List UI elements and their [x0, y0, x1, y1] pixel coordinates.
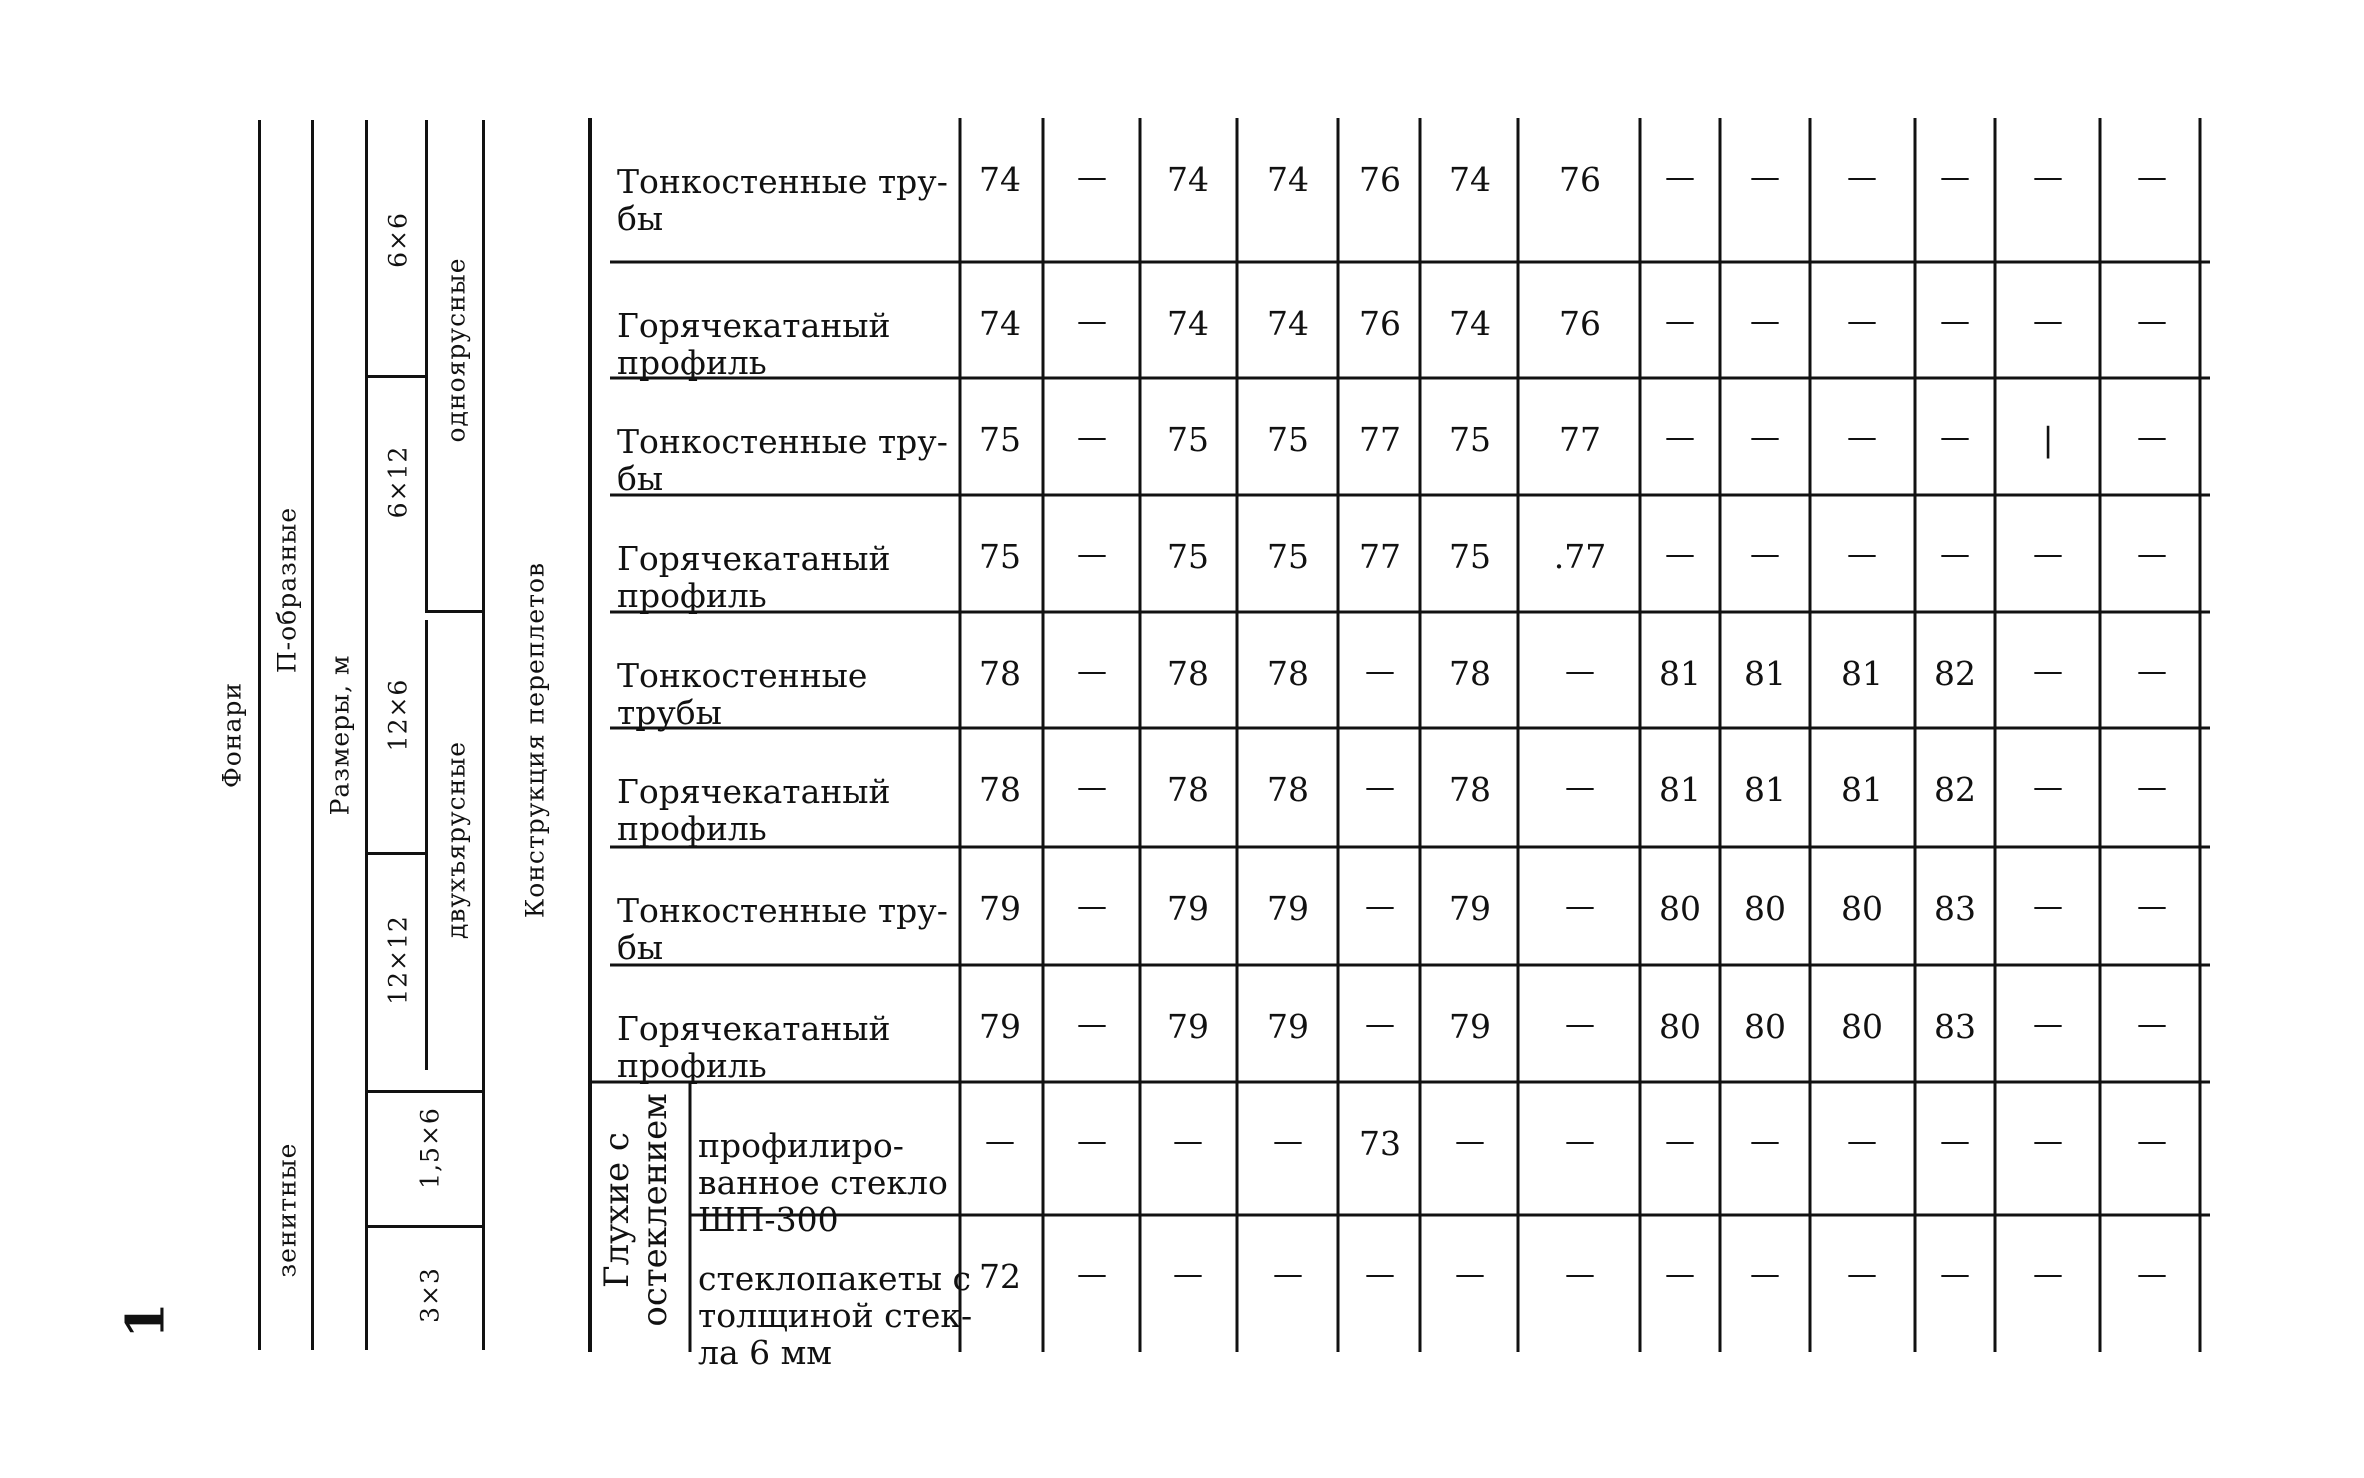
table-cell: 79 [1167, 1007, 1209, 1046]
table-cell: — [1455, 1257, 1485, 1292]
row-label-line: Горячекатаный [617, 772, 891, 811]
table-cell: — [1077, 160, 1107, 195]
row-label [617, 540, 891, 614]
table-cell: — [1077, 537, 1107, 572]
table-cell: — [1940, 420, 1970, 455]
table-cell: — [2137, 160, 2167, 195]
table-cell: — [1565, 1124, 1595, 1159]
table-cell: — [1173, 1257, 1203, 1292]
row-label-line: Тонкостенные [617, 656, 868, 695]
table-cell: 78 [979, 654, 1021, 693]
table-cell: — [1940, 1257, 1970, 1292]
row-label-line: трубы [617, 693, 722, 732]
table-cell: 83 [1934, 889, 1976, 928]
table-cell: 78 [1449, 770, 1491, 809]
table-cell: 74 [1267, 160, 1309, 199]
table-cell: 79 [1167, 889, 1209, 928]
table-cell: — [1940, 160, 1970, 195]
table-cell: — [1077, 1257, 1107, 1292]
table-cell: 77 [1359, 420, 1401, 459]
header-odnoyarusnye: одноярусные [441, 257, 471, 443]
row-label-line: профиль [617, 576, 767, 615]
table-cell: 81 [1841, 770, 1883, 809]
table-cell: 75 [1449, 537, 1491, 576]
table-cell: — [1365, 1007, 1395, 1042]
table-cell: 80 [1841, 1007, 1883, 1046]
table-cell: — [2033, 654, 2063, 689]
table-cell: — [1077, 1124, 1107, 1159]
table-cell: — [1077, 654, 1107, 689]
table-cell: — [1565, 1257, 1595, 1292]
table-cell: — [1077, 420, 1107, 455]
table-cell: 79 [1449, 889, 1491, 928]
table-cell: — [1665, 1257, 1695, 1292]
table-cell: — [1940, 1124, 1970, 1159]
header-zenitnye: зенитные [272, 1142, 302, 1278]
table-cell: — [2137, 304, 2167, 339]
table-cell: 78 [1449, 654, 1491, 693]
table-cell: 80 [1744, 889, 1786, 928]
table-cell: — [2137, 1124, 2167, 1159]
table-cell: 79 [1267, 1007, 1309, 1046]
row-label-line: Тонкостенные тру- [617, 162, 948, 201]
table-cell: — [1665, 304, 1695, 339]
table-cell: — [1077, 889, 1107, 924]
row-label-line: профилиро- [698, 1126, 904, 1165]
table-cell: 82 [1934, 654, 1976, 693]
table-cell: — [1750, 420, 1780, 455]
table-cell: — [1665, 537, 1695, 572]
table-cell: — [1273, 1124, 1303, 1159]
table-cell: 79 [979, 1007, 1021, 1046]
table-cell: — [2033, 1124, 2063, 1159]
table-cell: 81 [1659, 770, 1701, 809]
row-label-line: профиль [617, 809, 767, 848]
table-cell: — [2033, 304, 2063, 339]
table-cell: — [1940, 304, 1970, 339]
table-cell: — [1365, 770, 1395, 805]
table-cell: — [1750, 160, 1780, 195]
size-1-5x6: 1,5×6 [415, 1107, 445, 1189]
table-cell: 79 [1449, 1007, 1491, 1046]
table-cell: — [1940, 537, 1970, 572]
table-cell: — [1365, 1257, 1395, 1292]
table-cell: 79 [979, 889, 1021, 928]
table-cell: 81 [1659, 654, 1701, 693]
row-label-line: профиль [617, 343, 767, 382]
table-cell: — [1665, 160, 1695, 195]
table-cell: — [1565, 1007, 1595, 1042]
row-label [617, 657, 867, 731]
table-cell: 79 [1267, 889, 1309, 928]
page-number: 1 [115, 1302, 177, 1339]
table-cell: — [2137, 420, 2167, 455]
row-label [698, 1260, 972, 1371]
table-cell: 75 [1267, 537, 1309, 576]
table-cell: 78 [979, 770, 1021, 809]
table-cell: 78 [1167, 770, 1209, 809]
table-cell: 76 [1359, 160, 1401, 199]
table-cell: — [2033, 160, 2063, 195]
table-cell: — [1565, 654, 1595, 689]
table-cell: — [1565, 889, 1595, 924]
table-cell: 76 [1559, 304, 1601, 343]
table-cell: — [2033, 537, 2063, 572]
size-6x6: 6×6 [383, 212, 413, 268]
table-cell: 82 [1934, 770, 1976, 809]
row-label [617, 163, 948, 237]
table-cell: 73 [1359, 1124, 1401, 1163]
table-cell: 81 [1744, 654, 1786, 693]
table-cell: 80 [1659, 1007, 1701, 1046]
table-cell: — [1365, 654, 1395, 689]
table-cell: 74 [979, 160, 1021, 199]
row-label-line: толщиной стек- [698, 1296, 973, 1335]
table-cell: | [2042, 420, 2054, 459]
row-label-line: стеклопакеты с [698, 1259, 972, 1298]
table-cell: — [1847, 537, 1877, 572]
row-label-line: Горячекатаный [617, 539, 891, 578]
table-cell: — [2033, 770, 2063, 805]
header-razmery: Размеры, м [325, 654, 355, 816]
table-cell: — [1847, 1257, 1877, 1292]
table-cell: 74 [979, 304, 1021, 343]
row-label [617, 307, 891, 381]
row-label-line: бы [617, 459, 664, 498]
header-dvukhyarusnye: двухъярусные [441, 740, 471, 940]
table-cell: — [2033, 889, 2063, 924]
row-label-line: ШП-300 [698, 1200, 839, 1239]
table-cell: — [1847, 420, 1877, 455]
table-cell: — [1665, 420, 1695, 455]
table-cell: 78 [1267, 770, 1309, 809]
table-cell: — [1847, 160, 1877, 195]
table-cell: — [2137, 654, 2167, 689]
table-cell: 74 [1449, 160, 1491, 199]
table-cell: — [2137, 1007, 2167, 1042]
table-cell: 78 [1167, 654, 1209, 693]
header-konstruktsiya: Конструкция переплетов [520, 561, 550, 919]
table-cell: .77 [1553, 537, 1607, 576]
table-cell: 74 [1267, 304, 1309, 343]
table-cell: 78 [1267, 654, 1309, 693]
row-label-line: Тонкостенные тру- [617, 422, 948, 461]
table-cell: 81 [1841, 654, 1883, 693]
header-fonari: Фонари [217, 681, 247, 789]
table-cell: — [1077, 1007, 1107, 1042]
table-cell: — [2137, 537, 2167, 572]
table-cell: — [1847, 1124, 1877, 1159]
row-label-line: ванное стекло [698, 1163, 948, 1202]
row-label-line: Горячекатаный [617, 306, 891, 345]
table-cell: 74 [1167, 160, 1209, 199]
table-cell: — [1173, 1124, 1203, 1159]
row-label-line: бы [617, 199, 664, 238]
table-cell: — [1847, 304, 1877, 339]
table-cell: — [1665, 1124, 1695, 1159]
table-cell: 80 [1841, 889, 1883, 928]
table-cell: — [1750, 304, 1780, 339]
table-cell: — [1077, 770, 1107, 805]
table-cell: — [2137, 1257, 2167, 1292]
table-cell: 83 [1934, 1007, 1976, 1046]
table-cell: 80 [1744, 1007, 1786, 1046]
table-cell: 72 [979, 1257, 1021, 1296]
glukhie-label-2: остеклением [635, 1093, 675, 1327]
row-label [698, 1127, 948, 1238]
table-cell: — [2137, 889, 2167, 924]
table-cell: 80 [1659, 889, 1701, 928]
table-cell: 74 [1167, 304, 1209, 343]
table-cell: — [2033, 1257, 2063, 1292]
table-cell: — [1077, 304, 1107, 339]
table-cell: 77 [1559, 420, 1601, 459]
table-cell: 76 [1359, 304, 1401, 343]
row-label [617, 423, 948, 497]
table-cell: 75 [1167, 420, 1209, 459]
table-cell: — [1565, 770, 1595, 805]
table-cell: 76 [1559, 160, 1601, 199]
table-cell: — [1750, 1124, 1780, 1159]
row-label-line: профиль [617, 1046, 767, 1085]
table-cell: — [985, 1124, 1015, 1159]
table-cell: 75 [1267, 420, 1309, 459]
header-p-obraznye: П-образные [272, 506, 302, 674]
glukhie-label-1: Глухие с [597, 1132, 637, 1288]
table-cell: 81 [1744, 770, 1786, 809]
table-cell: — [1365, 889, 1395, 924]
size-12x12: 12×12 [383, 915, 413, 1005]
table-cell: 75 [979, 537, 1021, 576]
row-label [617, 892, 948, 966]
size-12x6: 12×6 [383, 678, 413, 752]
size-6x12: 6×12 [383, 445, 413, 519]
table-cell: — [2137, 770, 2167, 805]
row-label [617, 773, 891, 847]
table-cell: 75 [1167, 537, 1209, 576]
table-cell: 75 [1449, 420, 1491, 459]
table-cell: — [1750, 537, 1780, 572]
table-cell: — [1455, 1124, 1485, 1159]
table-cell: — [2033, 1007, 2063, 1042]
row-label-line: ла 6 мм [698, 1333, 832, 1372]
table-cell: — [1273, 1257, 1303, 1292]
table-cell: 74 [1449, 304, 1491, 343]
row-label-line: бы [617, 928, 664, 967]
row-label-line: Тонкостенные тру- [617, 891, 948, 930]
row-label [617, 1010, 891, 1084]
table-cell: — [1750, 1257, 1780, 1292]
row-label-line: Горячекатаный [617, 1009, 891, 1048]
table-cell: 77 [1359, 537, 1401, 576]
table-cell: 75 [979, 420, 1021, 459]
size-3x3: 3×3 [415, 1267, 445, 1323]
